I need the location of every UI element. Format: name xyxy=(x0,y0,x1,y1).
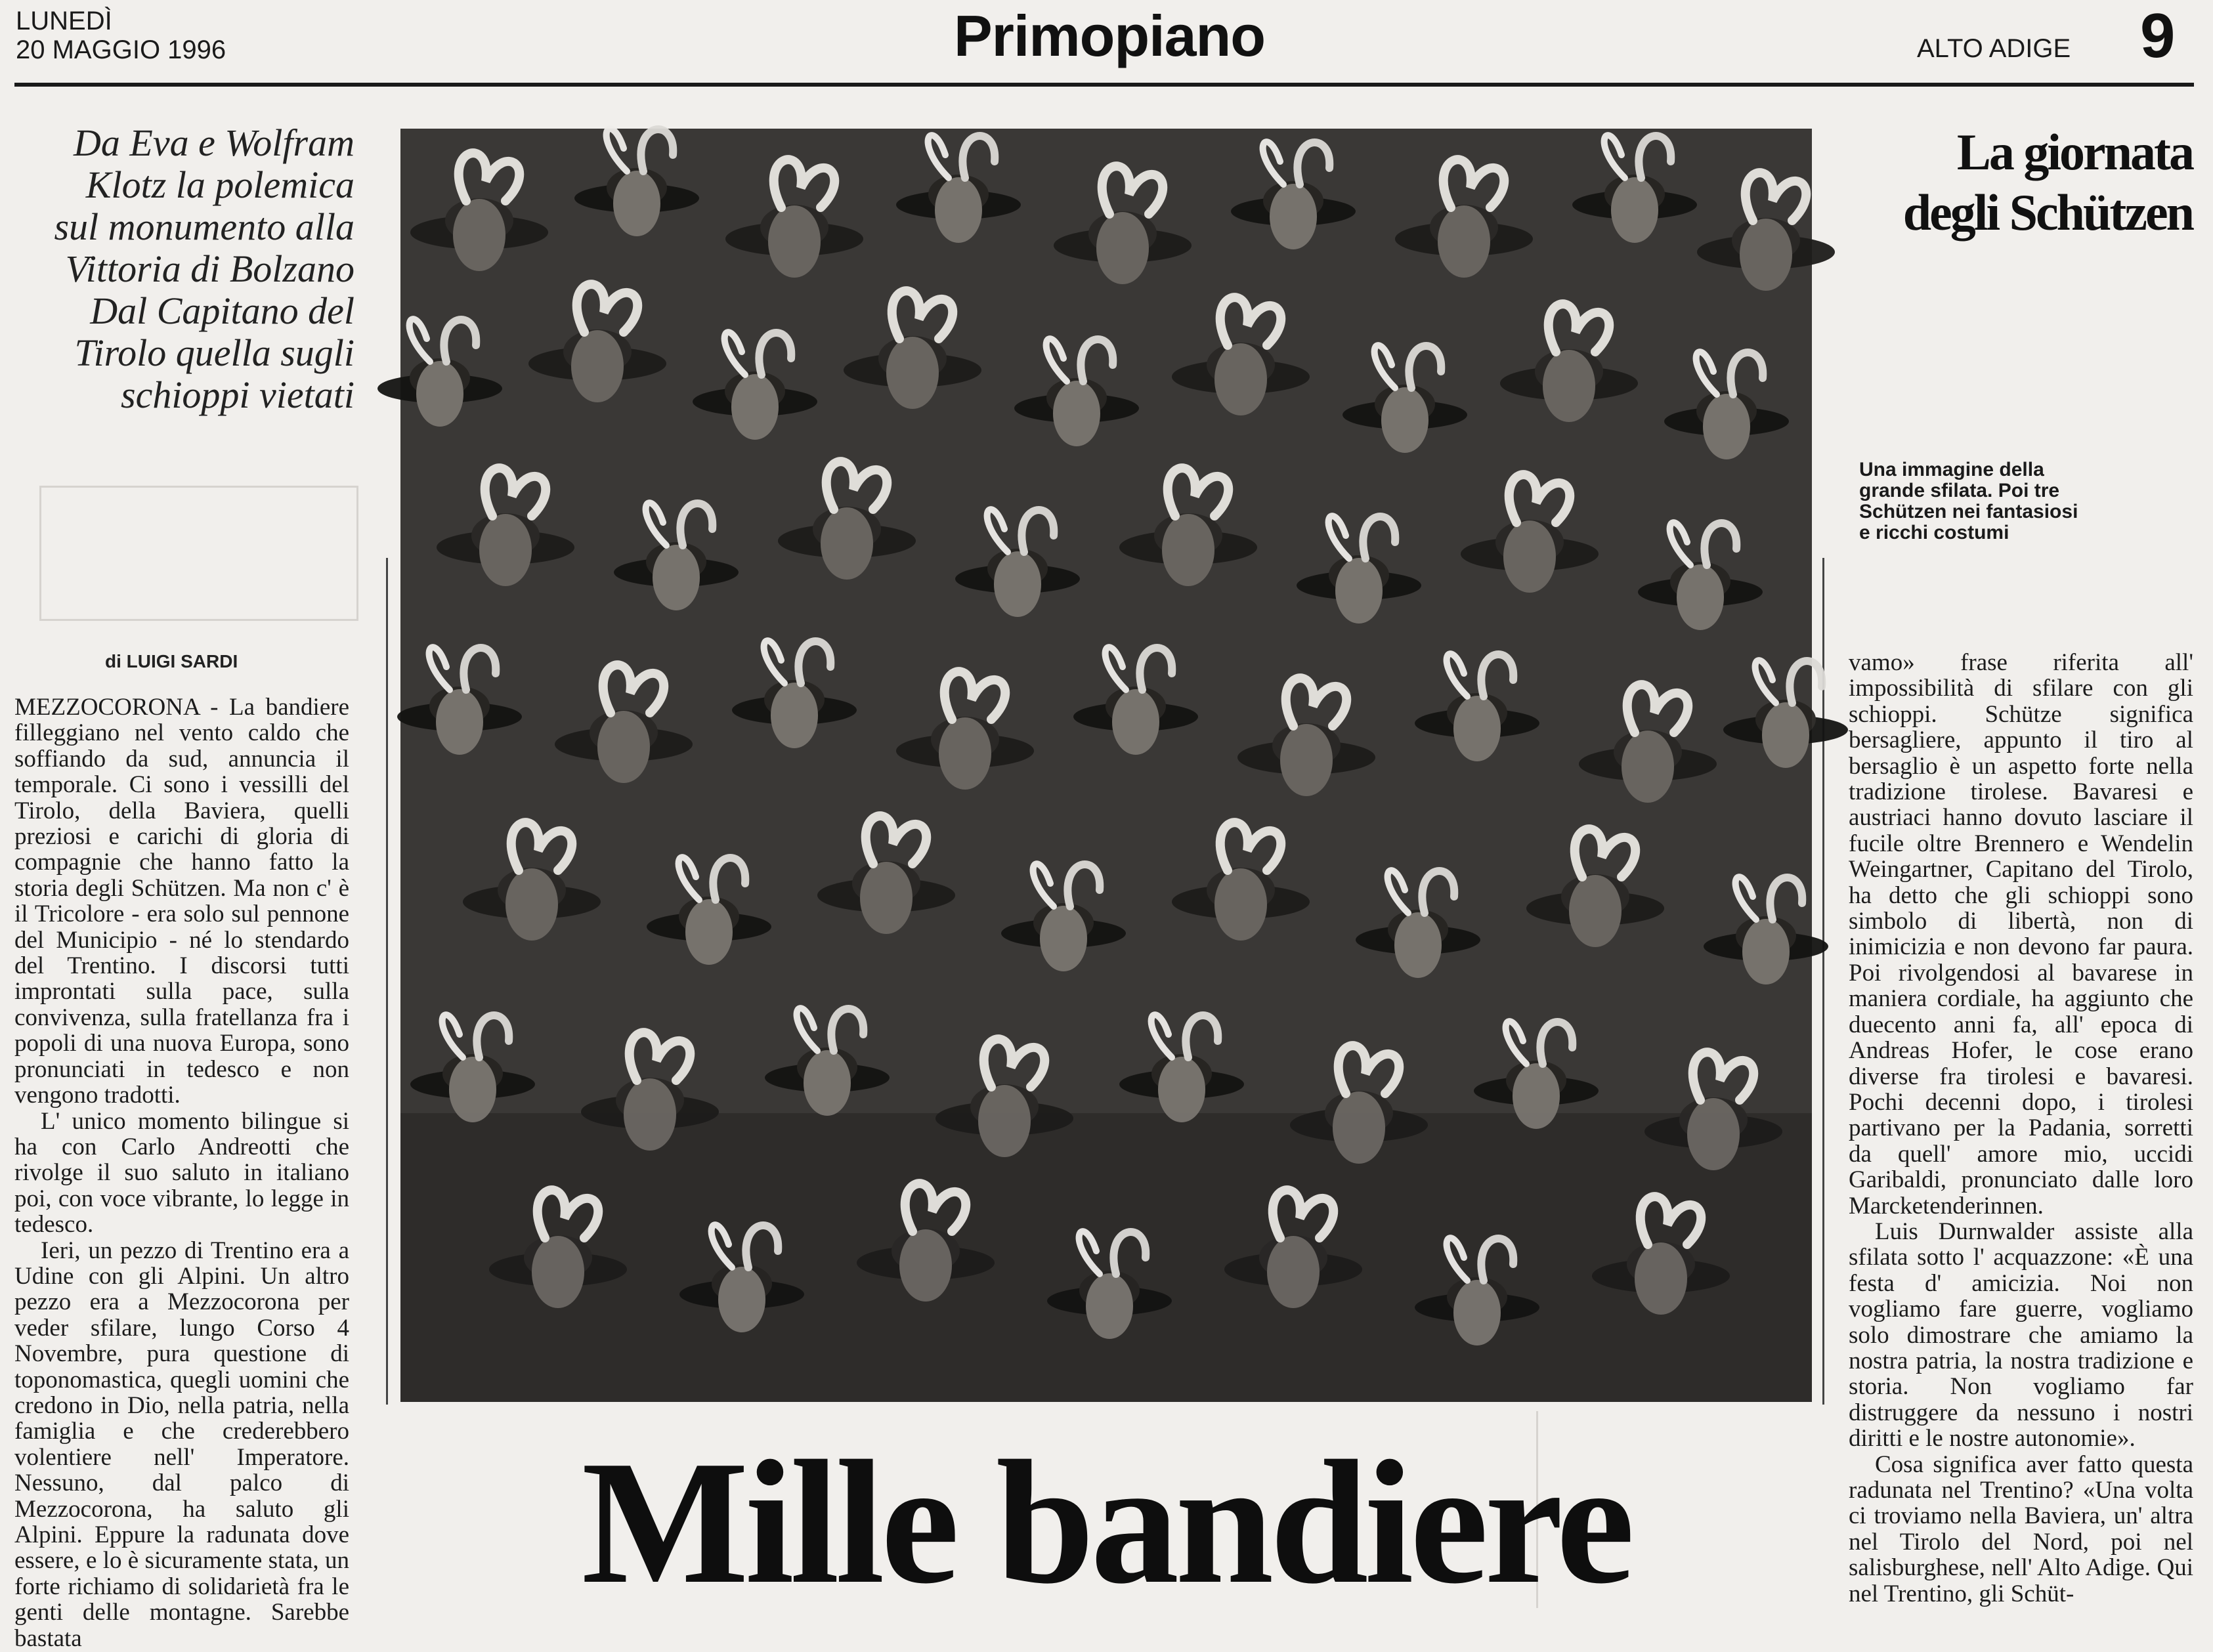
section-title: Primopiano xyxy=(953,3,1266,68)
headline: Mille bandiere xyxy=(581,1424,1631,1620)
paragraph: vamo» frase riferita all' impossibilità di sfilare con gli schioppi. Schütze significa bersagliere, appunto il tiro al bersaglio è un aspetto forte nella tradizione tirolese. Bavaresi e austriaci hanno dovuto lasciare il fucile oltre Brennero e Wendelin Weingartner, Capitano del Tirolo, ha detto che gli schioppi sono simbolo di libertà, non di inimicizia e non devono far paura. Poi rivolgendosi al bavarese in maniera cordiale, ha aggiunto che duecento anni fa, all' epoca di Andreas Hofer, le cose erano diverse fra tirolesi e bavaresi. Pochi decenni dopo, i tirolesi partivano per la Padania, sorretti da quell' amore mio, uccidi Garibaldi, pronunciato dalle loro Marcketenderinnen. xyxy=(1849,649,2193,1219)
page-number: 9 xyxy=(2140,1,2176,71)
weekday: LUNEDÌ xyxy=(16,7,112,35)
paragraph: Cosa significa aver fatto questa radunata nel Trentino? «Una volta ci troviamo nella Baviera, un' altra nel Tirolo del Nord, poi nel salisburghese, nell' Alto Adige. Qui nel Trentino, gli Schüt- xyxy=(1849,1451,2193,1607)
paragraph: L' unico momento bilingue si ha con Carlo Andreotti che rivolge il suo saluto in italiano poi, con voce vibrante, lo legge in tedesco. xyxy=(14,1107,349,1239)
photo-caption: Una immagine della grande sfilata. Poi tre Schützen nei fantasiosi e ricchi costumi xyxy=(1859,459,2078,543)
paragraph: MEZZOCORONA - La bandiere filleggiano nel vento caldo che soffiando da sud, annuncia il temporale. Ci sono i vessilli del Tirolo, della Baviera, quelli preziosi e carichi di gloria di compagnie che hanno fatto la storia degli Schützen. Ma non c' è il Tricolore - era solo sul pennone del Municipio - né lo stendardo del Trentino. I discorsi tutti improntati sulla pace, sulla convivenza, sulla fratellanza fra i popoli di una nuova Europa, sono pronunciati in tedesco e non vengono tradotti. xyxy=(14,694,349,1109)
right-column xyxy=(1849,650,2193,1624)
article-kicker: Da Eva e Wolfram Klotz la polemica sul monumento alla Vittoria di Bolzano Dal Capitano del Tirolo quella sugli schioppi vietati xyxy=(54,121,355,416)
issue-date: 20 MAGGIO 1996 xyxy=(16,35,226,64)
left-column xyxy=(14,694,349,1652)
newspaper-name: ALTO ADIGE xyxy=(1917,34,2071,63)
paragraph: Luis Durnwalder assiste alla sfilata sotto l' acquazzone: «È una festa d' amicizia. Noi non vogliamo fare guerre, vogliamo solo dimostrare che amiamo la nostra patria, la nostra tradizione e storia. Non vogliamo far distruggere da nessuno i nostri diritti e le nostre autonomie». xyxy=(1849,1218,2193,1452)
parade-photo xyxy=(400,129,1812,1402)
paragraph: Ieri, un pezzo di Trentino era a Udine con gli Alpini. Un altro pezzo era a Mezzocorona per veder sfilare, lungo Corso 4 Novembre, pura questione di toponomastica, quegli uomini che credono in Dio, nella patria, nella famiglia e che crederebbero volentiere nell' Imperatore. Nessuno, dal palco di Mezzocorona, ha saluto gli Alpini. Eppure la radunata dove essere, e lo è sicuramente stata, un forte richiamo di solidarietà fra le genti delle montagne. Sarebbe bastata xyxy=(14,1237,349,1652)
crowd-illustration xyxy=(400,129,1812,1402)
section-subtitle: La giornata degli Schützen xyxy=(1902,123,2193,241)
column-divider xyxy=(386,558,388,1405)
bleed-through-box xyxy=(39,486,358,621)
dateline xyxy=(16,7,226,64)
masthead-rule xyxy=(14,83,2194,87)
byline: di LUIGI SARDI xyxy=(105,651,238,671)
